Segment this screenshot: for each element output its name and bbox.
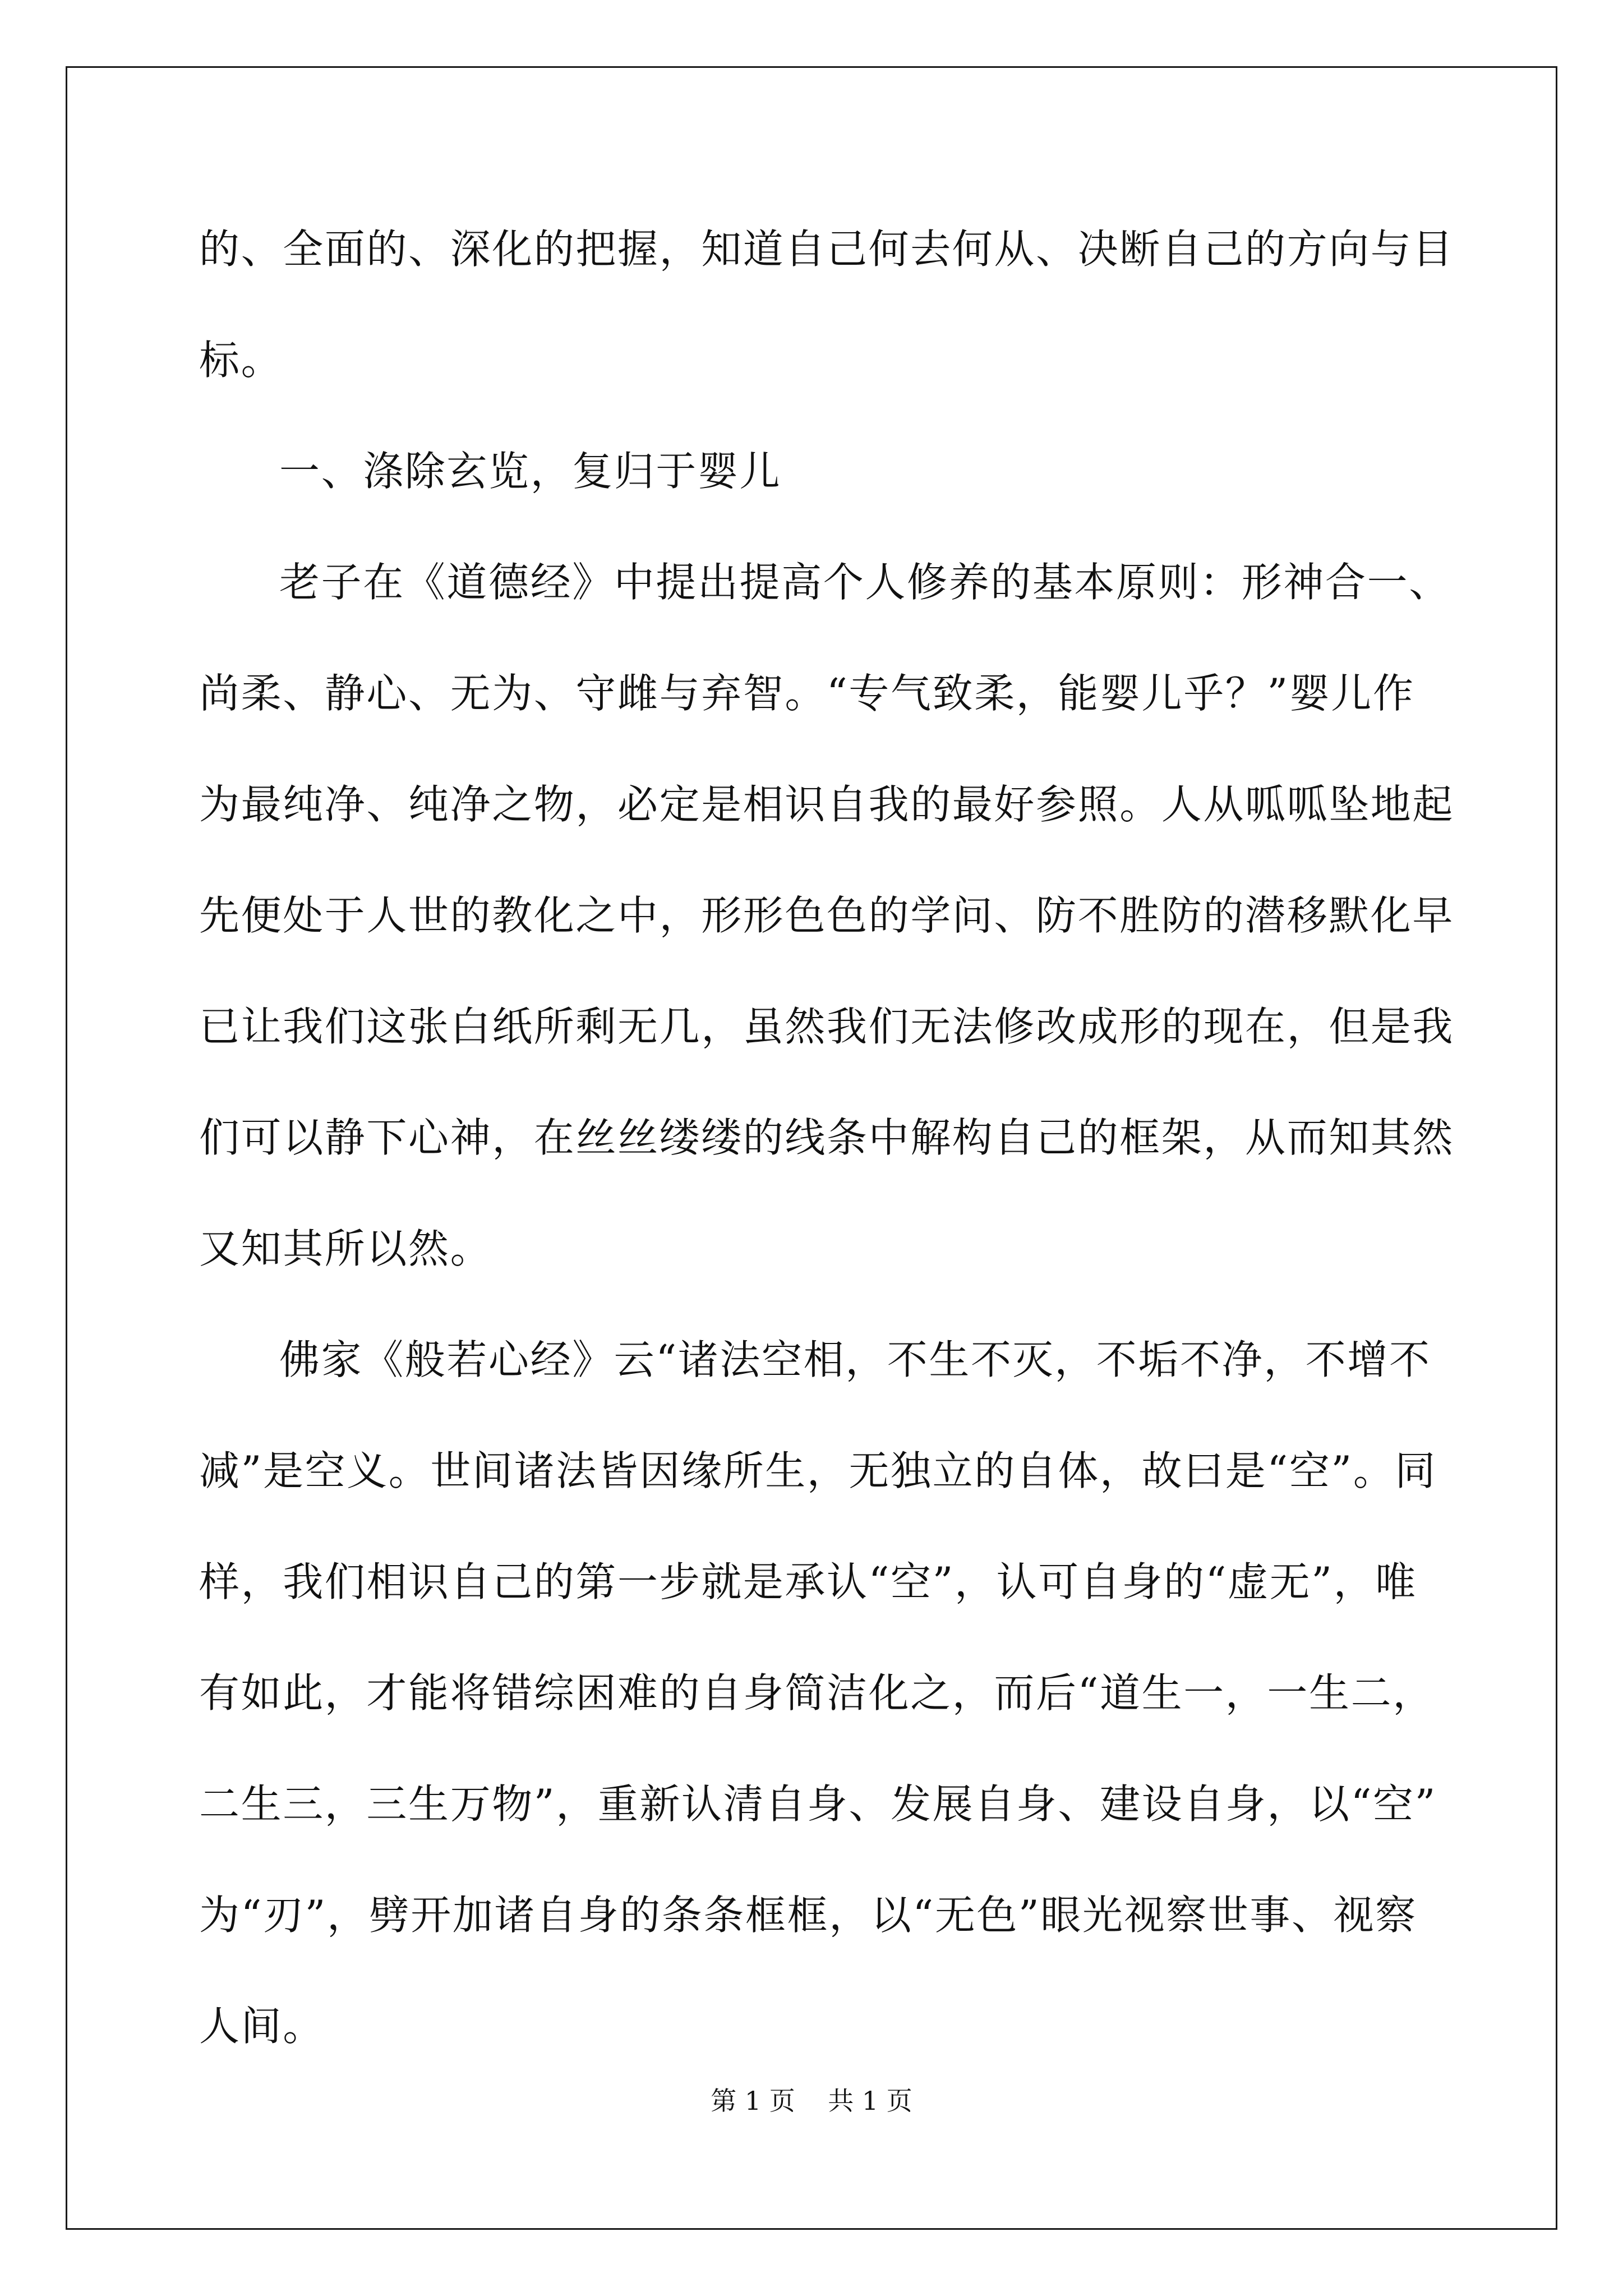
text-line: 老子在《道德经》中提出提高个人修养的基本原则：形神合一、 bbox=[279, 559, 1451, 606]
text-line: 为最纯净、纯净之物，必定是相识自我的最好参照。人从呱呱坠地起 bbox=[199, 781, 1455, 828]
section-heading: 一、涤除玄览，复归于婴儿 bbox=[279, 448, 782, 495]
text-line: 为“刃”，劈开加诸自身的条条框框，以“无色”眼光视察世事、视察 bbox=[199, 1892, 1417, 1939]
text-line: 二生三，三生万物”，重新认清自身、发展自身、建设自身，以“空” bbox=[199, 1780, 1437, 1828]
text-line: 标。 bbox=[199, 337, 283, 384]
text-line: 人间。 bbox=[199, 2003, 325, 2050]
text-line: 已让我们这张白纸所剩无几，虽然我们无法修改成形的现在，但是我 bbox=[199, 1003, 1455, 1050]
text-line: 有如此，才能将错综困难的自身简洁化之，而后“道生一，一生二， bbox=[199, 1669, 1435, 1717]
text-line: 佛家《般若心经》云“诸法空相，不生不灭，不垢不净，不增不 bbox=[279, 1336, 1431, 1383]
text-line: 又知其所以然。 bbox=[199, 1225, 492, 1272]
text-line: 先便处于人世的教化之中，形形色色的学问、防不胜防的潜移默化早 bbox=[199, 892, 1455, 939]
text-line: 们可以静下心神，在丝丝缕缕的线条中解构自己的框架，从而知其然 bbox=[199, 1114, 1455, 1161]
text-line: 尚柔、静心、无为、守雌与弃智。“专气致柔，能婴儿乎？”婴儿作 bbox=[199, 670, 1415, 717]
page-number-footer: 第 1 页 共 1 页 bbox=[711, 2086, 912, 2116]
text-line: 减”是空义。世间诸法皆因缘所生，无独立的自体，故曰是“空”。同 bbox=[199, 1447, 1437, 1494]
text-line: 的、全面的、深化的把握，知道自己何去何从、决断自己的方向与目 bbox=[199, 226, 1455, 273]
text-line: 样，我们相识自己的第一步就是承认“空”，认可自身的“虚无”，唯 bbox=[199, 1558, 1417, 1605]
